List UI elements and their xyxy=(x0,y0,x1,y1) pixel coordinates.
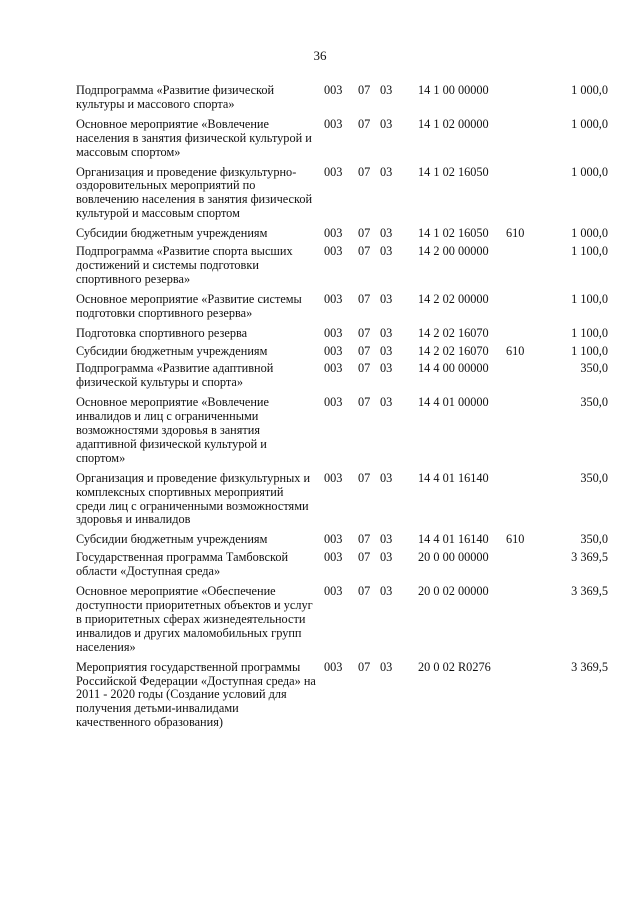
table-row xyxy=(76,661,608,731)
row-admin-code: 003 xyxy=(324,83,343,97)
row-admin-code: 003 xyxy=(324,532,343,547)
row-name: Основное мероприятие «Развитие системы подготовки спортивного резерва» xyxy=(76,291,302,320)
table-row xyxy=(76,396,608,466)
row-name: Основное мероприятие «Вовлечение населения в занятия физической культурой и массовым спортом» xyxy=(76,116,312,159)
row-subsection-code: 03 xyxy=(380,395,393,410)
row-target-code: 14 4 01 16140 xyxy=(418,470,489,485)
table-row xyxy=(76,293,608,321)
row-name: Мероприятия государственной программы Российской Федерации «Доступная среда» на 2011 - 2020 годы (Создание условий для получения детьми-инвалидами качественного образования) xyxy=(76,659,316,730)
row-section-code: 07 xyxy=(358,659,371,674)
row-admin-code: 003 xyxy=(324,550,343,565)
row-subsection-code: 03 xyxy=(380,291,393,306)
row-section-code: 07 xyxy=(358,361,371,376)
row-subsection-code: 03 xyxy=(380,470,393,485)
row-target-code: 20 0 00 00000 xyxy=(418,550,489,565)
table-row xyxy=(76,472,608,528)
row-section-code: 07 xyxy=(358,343,371,358)
row-target-code: 14 2 02 00000 xyxy=(418,291,489,306)
table-row xyxy=(76,362,608,390)
table-row xyxy=(76,345,608,359)
row-expense-code: 610 xyxy=(506,343,525,358)
row-section-code: 07 xyxy=(358,116,371,131)
row-amount: 1 000,0 xyxy=(571,164,608,179)
row-admin-code: 003 xyxy=(324,116,343,131)
row-subsection-code: 03 xyxy=(380,361,393,376)
row-target-code: 14 2 02 16070 xyxy=(418,343,489,358)
row-admin-code: 003 xyxy=(324,470,343,485)
row-expense-code: 610 xyxy=(506,532,525,547)
row-amount: 1 000,0 xyxy=(571,83,608,97)
row-target-code: 14 4 01 00000 xyxy=(418,395,489,410)
row-amount: 3 369,5 xyxy=(571,659,608,674)
row-name: Субсидии бюджетным учреждениям xyxy=(76,532,268,547)
row-section-code: 07 xyxy=(358,164,371,179)
table-row xyxy=(76,227,608,241)
row-target-code: 14 1 00 00000 xyxy=(418,83,489,97)
row-target-code: 14 1 02 16050 xyxy=(418,164,489,179)
row-target-code: 14 2 00 00000 xyxy=(418,244,489,259)
row-target-code: 14 2 02 16070 xyxy=(418,325,489,340)
row-name: Основное мероприятие «Вовлечение инвалидов и лиц с ограниченными возможностями здоровья в занятия адаптивной физической культурой и спортом» xyxy=(76,395,269,465)
table-row xyxy=(76,245,608,287)
table-row xyxy=(76,533,608,547)
row-target-code: 14 4 00 00000 xyxy=(418,361,489,376)
row-admin-code: 003 xyxy=(324,584,343,599)
row-subsection-code: 03 xyxy=(380,116,393,131)
row-admin-code: 003 xyxy=(324,325,343,340)
table-row xyxy=(76,84,608,112)
row-section-code: 07 xyxy=(358,291,371,306)
row-admin-code: 003 xyxy=(324,164,343,179)
row-amount: 1 000,0 xyxy=(571,226,608,241)
row-admin-code: 003 xyxy=(324,343,343,358)
row-amount: 1 100,0 xyxy=(571,343,608,358)
row-section-code: 07 xyxy=(358,532,371,547)
row-section-code: 07 xyxy=(358,325,371,340)
page-number: 36 xyxy=(313,48,327,63)
table-row xyxy=(76,166,608,222)
row-name: Субсидии бюджетным учреждениям xyxy=(76,226,268,241)
row-name: Организация и проведение физкультурных и комплексных спортивных мероприятий среди лиц с ограниченными возможностями здоровья и инвалидов xyxy=(76,470,311,527)
row-name: Организация и проведение физкультурно-оздоровительных мероприятий по вовлечению населения в занятия физической культурой и массовым спортом xyxy=(76,164,313,221)
row-amount: 1 100,0 xyxy=(571,244,608,259)
row-admin-code: 003 xyxy=(324,361,343,376)
row-subsection-code: 03 xyxy=(380,532,393,547)
row-target-code: 14 1 02 16050 xyxy=(418,226,489,241)
row-amount: 350,0 xyxy=(580,470,608,485)
row-name: Основное мероприятие «Обеспечение доступности приоритетных объектов и услуг в приоритетных сферах жизнедеятельности инвалидов и других маломобильных групп населения» xyxy=(76,584,313,654)
row-amount: 3 369,5 xyxy=(571,550,608,565)
row-target-code: 14 1 02 00000 xyxy=(418,116,489,131)
row-name: Подпрограмма «Развитие спорта высших достижений и системы подготовки спортивного резерва» xyxy=(76,244,293,286)
row-subsection-code: 03 xyxy=(380,584,393,599)
row-section-code: 07 xyxy=(358,470,371,485)
row-section-code: 07 xyxy=(358,550,371,565)
row-target-code: 20 0 02 00000 xyxy=(418,584,489,599)
row-admin-code: 003 xyxy=(324,659,343,674)
table-row xyxy=(76,551,608,579)
row-amount: 1 100,0 xyxy=(571,325,608,340)
row-name: Подпрограмма «Развитие адаптивной физической культуры и спорта» xyxy=(76,361,274,390)
row-section-code: 07 xyxy=(358,244,371,259)
row-admin-code: 003 xyxy=(324,244,343,259)
row-expense-code: 610 xyxy=(506,226,525,241)
table-row xyxy=(76,327,608,341)
row-amount: 350,0 xyxy=(580,361,608,376)
row-target-code: 14 4 01 16140 xyxy=(418,532,489,547)
row-subsection-code: 03 xyxy=(380,83,393,97)
row-admin-code: 003 xyxy=(324,291,343,306)
row-amount: 1 000,0 xyxy=(571,116,608,131)
row-subsection-code: 03 xyxy=(380,244,393,259)
budget-table xyxy=(76,84,608,730)
table-row xyxy=(76,118,608,160)
row-subsection-code: 03 xyxy=(380,550,393,565)
row-amount: 3 369,5 xyxy=(571,584,608,599)
row-admin-code: 003 xyxy=(324,395,343,410)
row-section-code: 07 xyxy=(358,83,371,97)
row-amount: 350,0 xyxy=(580,395,608,410)
row-target-code: 20 0 02 R0276 xyxy=(418,659,491,674)
row-admin-code: 003 xyxy=(324,226,343,241)
table-row xyxy=(76,585,608,655)
row-subsection-code: 03 xyxy=(380,226,393,241)
row-subsection-code: 03 xyxy=(380,343,393,358)
row-subsection-code: 03 xyxy=(380,325,393,340)
row-name: Подготовка спортивного резерва xyxy=(76,325,248,340)
row-section-code: 07 xyxy=(358,226,371,241)
row-amount: 1 100,0 xyxy=(571,291,608,306)
row-section-code: 07 xyxy=(358,584,371,599)
row-subsection-code: 03 xyxy=(380,659,393,674)
row-subsection-code: 03 xyxy=(380,164,393,179)
row-name: Государственная программа Тамбовской области «Доступная среда» xyxy=(76,550,289,579)
row-amount: 350,0 xyxy=(580,532,608,547)
row-name: Подпрограмма «Развитие физической культуры и массового спорта» xyxy=(76,83,275,111)
row-name: Субсидии бюджетным учреждениям xyxy=(76,343,268,358)
row-section-code: 07 xyxy=(358,395,371,410)
